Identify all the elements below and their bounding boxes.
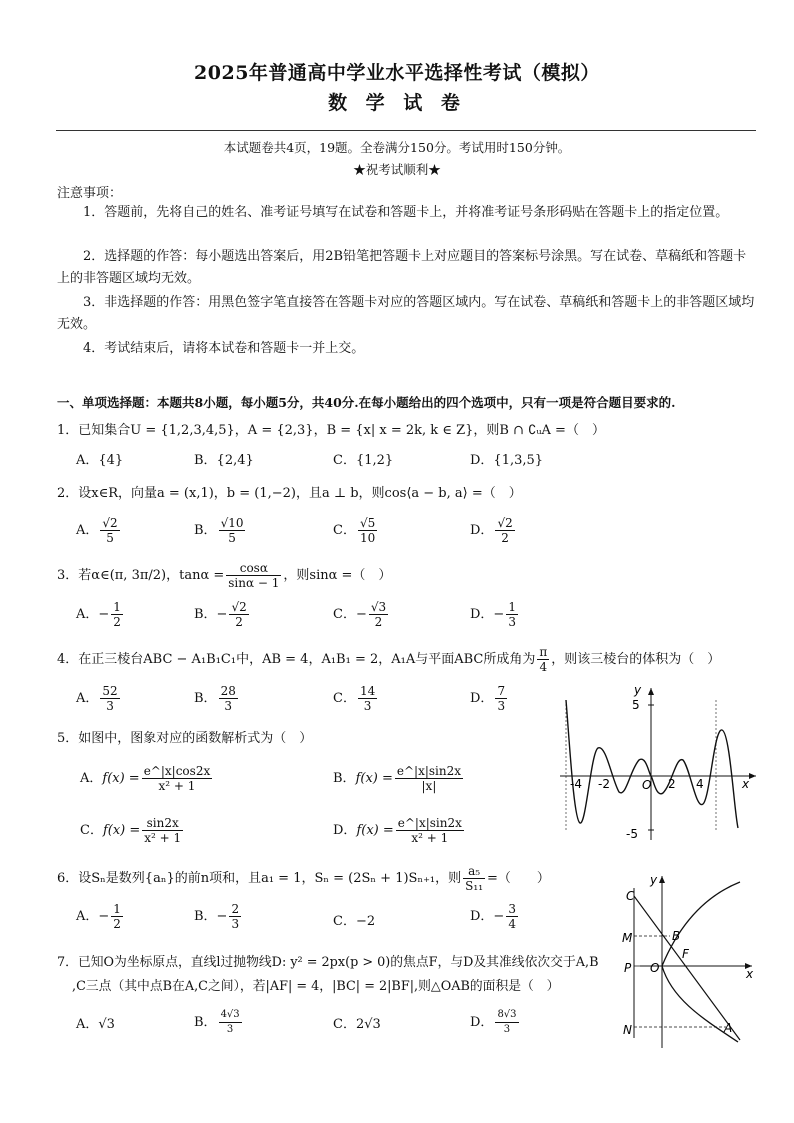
q5-graph-origin: O bbox=[642, 778, 652, 792]
q5-graph-y-top: 5 bbox=[632, 698, 640, 712]
q4-option-b: B． $\frac{28}{3}$ bbox=[194, 684, 236, 713]
notes-heading: 注意事项： bbox=[57, 186, 123, 201]
q1-option-a: A．{4} bbox=[76, 453, 124, 468]
q4-option-a: A． $\frac{52}{3}$ bbox=[76, 684, 118, 713]
q1-option-b: B．{2,4} bbox=[194, 453, 254, 468]
q7-option-d: D． $\frac{8√3}{3}$ bbox=[470, 1009, 517, 1035]
q7-label-n: N bbox=[623, 1023, 632, 1037]
note-item: 1．答题前，先将自己的姓名、准考证号填写在试卷和答题卡上，并将准考证号条形码贴在答题卡上的指定位置。 bbox=[83, 205, 729, 220]
q5-graph-x-tick: -4 bbox=[570, 777, 582, 791]
q2-option-d: D． $\frac{√2}{2}$ bbox=[470, 516, 513, 545]
q7-option-b: B． $\frac{4√3}{3}$ bbox=[194, 1009, 240, 1035]
q5-graph-x-tick: 4 bbox=[696, 777, 704, 791]
exam-wish: ★祝考试顺利★ bbox=[353, 162, 441, 177]
q7-option-c: C．2√3 bbox=[333, 1017, 381, 1032]
q2-option-c: C． $\frac{√5}{10}$ bbox=[333, 516, 376, 545]
question-7-stem-line1: 7．已知O为坐标原点，直线l过抛物线D: y² = 2px(p > 0)的焦点F，与D及其准线依次交于A,B bbox=[57, 955, 599, 970]
q7-label-c: C bbox=[626, 889, 635, 903]
q3-option-d: D．− $\frac{1}{3}$ bbox=[470, 600, 516, 629]
q3-option-c: C．− $\frac{√3}{2}$ bbox=[333, 600, 387, 629]
q1-option-c: C．{1,2} bbox=[333, 453, 394, 468]
section-heading: 一、单项选择题：本题共8小题，每小题5分，共40分.在每小题给出的四个选项中，只有一项是符合题目要求的. bbox=[57, 395, 676, 410]
q3-interval: (π, 3π/2) bbox=[109, 568, 167, 583]
note-item: 2．选择题的作答：每小题选出答案后，用2B铅笔把答题卡上对应题目的答案标号涂黑。写在试卷、草稿纸和答题卡上的非答题区域均无效。 bbox=[57, 249, 747, 286]
q5-option-b: B．f(x) = $\frac{e\^{}|x|\sin 2x}{|x|}$ bbox=[333, 764, 462, 793]
question-6-stem: 6．设Sₙ是数列{aₙ}的前n项和，且a₁ = 1，Sₙ = (2Sₙ + 1)Sₙ₊₁，则 $\frac{\text{a₅}}{\text{S₁₁}}$ =（ ） bbox=[57, 864, 550, 893]
q5-option-c: C．f(x) = $\frac{\sin 2x}{\text{x² + 1}}$ bbox=[80, 816, 182, 845]
q6-option-a: A．− $\frac{1}{2}$ bbox=[76, 902, 121, 931]
q5-graph-x-label: x bbox=[742, 777, 750, 791]
question-3-stem: 3．若α∈(π, 3π/2)，tanα = $\frac{\cos\alpha}{\sin\alpha - 1}$ ，则sinα =（ ） bbox=[57, 561, 392, 590]
q6-option-c: C．−2 bbox=[333, 914, 376, 929]
q5-graph-y-bottom: -5 bbox=[626, 827, 638, 841]
question-2-stem: 2．设x∈R，向量a = (x,1)，b = (1,−2)，且a ⊥ b，则cos⟨a − b, a⟩ =（ ） bbox=[57, 486, 522, 501]
q3-option-a: A．− $\frac{1}{2}$ bbox=[76, 600, 121, 629]
q3-option-b: B．− $\frac{√2}{2}$ bbox=[194, 600, 247, 629]
q1-option-d: D．{1,3,5} bbox=[470, 453, 544, 468]
q6-option-d: D．− $\frac{3}{4}$ bbox=[470, 902, 516, 931]
question-7-stem-line2: ,C三点（其中点B在A,C之间），若|AF| = 4，|BC| = 2|BF|,则△OAB的面积是（ ） bbox=[72, 979, 560, 994]
q2-option-b: B． $\frac{√10}{5}$ bbox=[194, 516, 244, 545]
exam-info: 本试题卷共4页，19题。全卷满分150分。考试用时150分钟。 bbox=[223, 140, 571, 155]
q5-graph-y-label: y bbox=[634, 683, 642, 697]
q4-option-c: C． $\frac{14}{3}$ bbox=[333, 684, 376, 713]
question-4-stem: 4．在正三棱台ABC − A₁B₁C₁中，AB = 4，A₁B₁ = 2，A₁A与平面ABC所成角为 $\frac{\pi}{4}$ ，则该三棱台的体积为（ ） bbox=[57, 645, 721, 674]
q5-function-graph bbox=[556, 680, 766, 845]
exam-title: 2025年普通高中学业水平选择性考试（模拟） bbox=[194, 62, 600, 84]
note-item: 3．非选择题的作答：用黑色签字笔直接答在答题卡对应的答题区域内。写在试卷、草稿纸和答题卡上的非答题区域均无效。 bbox=[57, 295, 755, 332]
q5-graph-x-tick: 2 bbox=[668, 777, 676, 791]
q7-label-a: A bbox=[724, 1021, 733, 1035]
note-item: 4．考试结束后，请将本试卷和答题卡一并上交。 bbox=[83, 341, 365, 356]
question-5-stem: 5．如图中，图象对应的函数解析式为（ ） bbox=[57, 731, 313, 746]
q7-label-x: x bbox=[746, 967, 754, 981]
q6-option-b: B．− $\frac{2}{3}$ bbox=[194, 902, 240, 931]
q7-label-y: y bbox=[650, 873, 658, 887]
q7-parabola-graph bbox=[620, 870, 760, 1050]
q5-graph-x-tick: -2 bbox=[598, 777, 610, 791]
q4-option-d: D． $\frac{7}{3}$ bbox=[470, 684, 506, 713]
q5-option-d: D．f(x) = $\frac{e\^{}|x|\sin 2x}{\text{x² + 1}}$ bbox=[333, 816, 462, 845]
q7-option-a: A．√3 bbox=[76, 1017, 115, 1032]
q7-label-p: P bbox=[624, 961, 632, 975]
q7-label-m: M bbox=[622, 931, 633, 945]
q2-option-a: A． $\frac{√2}{5}$ bbox=[76, 516, 118, 545]
q5-option-a: A．f(x) = $\frac{e\^{}|x|\cos 2x}{\text{x² + 1}}$ bbox=[80, 764, 211, 793]
question-1-stem: 1．已知集合U = {1,2,3,4,5}，A = {2,3}，B = {x| x = 2k, k ∈ Z}，则B ∩ ∁ᵤA =（ ） bbox=[57, 423, 605, 438]
exam-subtitle: 数 学 试 卷 bbox=[328, 92, 466, 114]
header-divider bbox=[56, 130, 756, 131]
q7-label-f: F bbox=[682, 947, 689, 961]
q7-label-b: B bbox=[672, 929, 681, 943]
q7-label-o: O bbox=[650, 961, 660, 975]
